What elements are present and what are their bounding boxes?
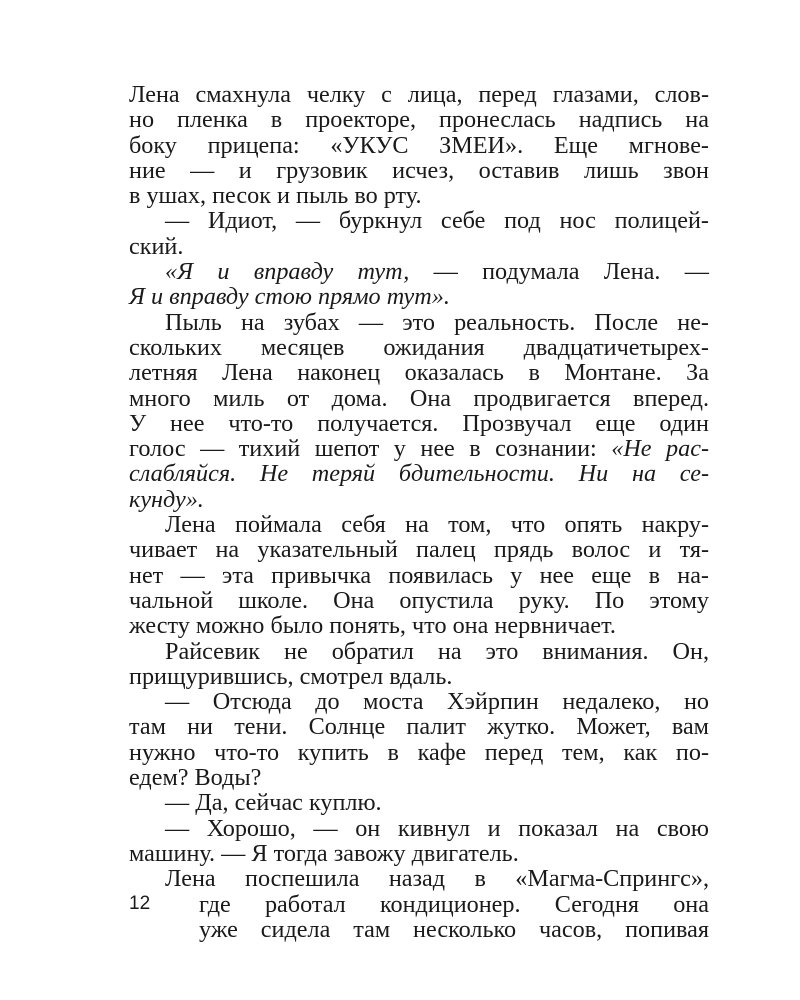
text-line: Райсевик не обратил на это внимания. Он, [165, 637, 709, 665]
text-line: ский. [129, 232, 184, 260]
text-line: Я и вправду стою прямо тут». [129, 283, 450, 311]
text-line: там ни тени. Солнце палит жутко. Может, вам [129, 713, 709, 741]
text-line: прищурившись, смотрел вдаль. [129, 662, 453, 690]
text-line: уже сидела там несколько часов, попивая [199, 915, 709, 943]
text-line: чивает на указательный палец прядь волос и тя- [129, 536, 709, 564]
text-line: нужно что-то купить в кафе перед тем, как по- [129, 738, 709, 766]
text-run: — подумала Лена. — [409, 258, 709, 286]
text-line: машину. — Я тогда завожу двигатель. [129, 839, 519, 867]
text-line: нет — эта привычка появилась у нее еще в на- [129, 561, 709, 589]
text-line: Лена поспешила назад в «Магма-Спрингс», [165, 865, 709, 893]
text-line: жесту можно было понять, что она нервничает. [129, 612, 616, 640]
text-line: едем? Воды? [129, 764, 262, 792]
text-line: Лена смахнула челку с лица, перед глазами, слов- [129, 81, 709, 108]
text-line: ние — и грузовик исчез, оставив лишь звон [129, 156, 709, 184]
text-line: в ушах, песок и пыль во рту. [129, 182, 422, 210]
text-line: но пленка в проекторе, пронеслась надпись на [129, 106, 709, 134]
page-number: 12 [129, 893, 151, 914]
text-line: — Хорошо, — он кивнул и показал на свою [165, 814, 709, 842]
text-line: Пыль на зубах — это реальность. После не- [165, 308, 709, 336]
text-line: боку прицепа: «УКУС ЗМЕИ». Еще мгнове- [129, 131, 709, 159]
text-line: много миль от дома. Она продвигается вперед. [129, 384, 709, 412]
text-line: кунду». [129, 485, 204, 513]
text-line [129, 259, 709, 284]
italic-thought: «Я и вправду тут, [165, 258, 410, 286]
page-text [129, 82, 709, 942]
text-line: где работал кондиционер. Сегодня она [199, 890, 709, 918]
text-line: Лена поймала себя на том, что опять накру- [165, 511, 709, 539]
text-line: — Да, сейчас куплю. [165, 789, 382, 817]
text-line: — Идиот, — буркнул себе под нос полицей- [165, 207, 709, 235]
text-line [129, 436, 709, 461]
text-line: слабляйся. Не теряй бдительности. Ни на се- [129, 460, 709, 488]
italic-thought: «Не рас- [611, 435, 709, 463]
text-line: летняя Лена наконец оказалась в Монтане. За [129, 359, 709, 387]
text-line: У нее что-то получается. Прозвучал еще один [129, 409, 709, 437]
text-line: скольких месяцев ожидания двадцатичетырех- [129, 333, 709, 361]
text-line: — Отсюда до моста Хэйрпин недалеко, но [165, 688, 709, 716]
text-run: голос — тихий шепот у нее в сознании: [129, 435, 612, 463]
text-line: чальной школе. Она опустила руку. По этому [129, 586, 709, 614]
